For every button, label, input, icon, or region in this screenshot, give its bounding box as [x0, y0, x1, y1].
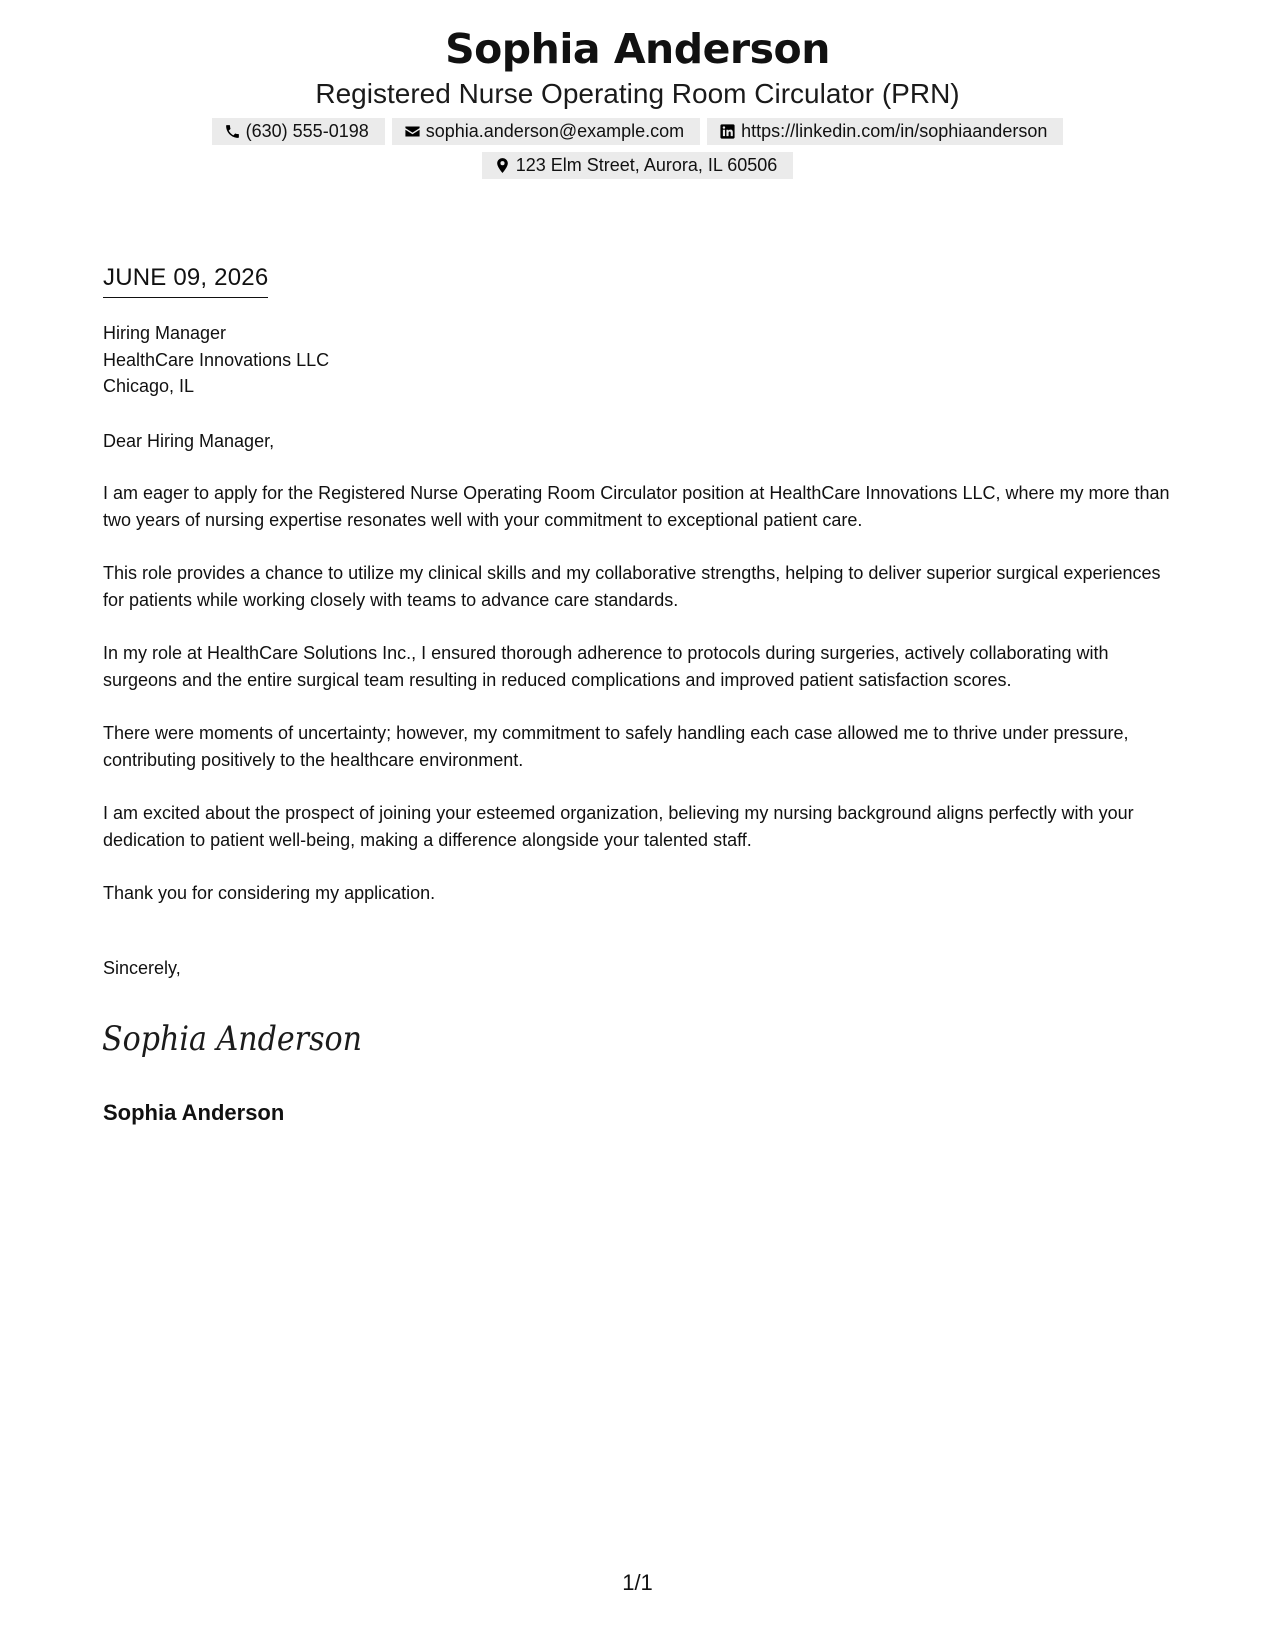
envelope-icon — [404, 123, 421, 140]
body-paragraph: In my role at HealthCare Solutions Inc., I ensured thorough adherence to protocols during surgeries, actively collaborating with surgeons and the entire surgical team resulting in reduced complications and improved patient satisfaction scores. — [103, 643, 1109, 690]
salutation: Dear Hiring Manager, — [103, 431, 275, 451]
recipient-location: Chicago, IL — [103, 376, 195, 396]
contact-linkedin[interactable] — [707, 118, 1063, 145]
handwritten-signature — [100, 1012, 370, 1062]
svg-text:Sophia Anderson: Sophia Anderson — [102, 1019, 362, 1059]
body-paragraph: I am eager to apply for the Registered Nurse Operating Room Circulator position at HealthCare Innovations LLC, where my more than two years of nursing expertise resonates well with your commitment to exceptional patient care. — [103, 483, 1170, 530]
body-paragraph: Thank you for considering my application. — [103, 883, 436, 903]
contact-address — [482, 152, 794, 179]
body-paragraph: I am excited about the prospect of joining your esteemed organization, believing my nursing background aligns perfectly with your dedication to patient well-being, making a difference alongside your talented staff. — [103, 803, 1134, 850]
recipient-company: HealthCare Innovations LLC — [103, 349, 330, 370]
linkedin-text: https://linkedin.com/in/sophiaanderson — [741, 121, 1048, 141]
signer-name: Sophia Anderson — [103, 1100, 285, 1125]
email-text: sophia.anderson@example.com — [425, 121, 685, 141]
recipient-block — [103, 320, 1173, 400]
phone-icon — [224, 123, 241, 140]
page-number: 1/1 — [622, 1570, 653, 1595]
address-text: 123 Elm Street, Aurora, IL 60506 — [515, 155, 778, 175]
map-pin-icon — [494, 157, 511, 174]
linkedin-icon — [719, 123, 736, 140]
body-paragraph: This role provides a chance to utilize my clinical skills and my collaborative strengths, helping to deliver superior surgical experiences for patients while working closely with teams to advance care standards. — [103, 563, 1161, 610]
letter-date: JUNE 09, 2026 — [103, 263, 268, 298]
contact-row-primary — [0, 118, 1275, 145]
letter-body — [103, 480, 1173, 934]
body-paragraph: There were moments of uncertainty; however, my commitment to safely handling each case allowed me to thrive under pressure, contributing positively to the healthcare environment. — [103, 723, 1129, 770]
closing: Sincerely, — [103, 958, 181, 978]
recipient-line: Hiring Manager — [103, 323, 227, 343]
contact-phone[interactable] — [212, 118, 385, 145]
phone-text: (630) 555-0198 — [245, 121, 369, 141]
contact-email[interactable] — [392, 118, 700, 145]
applicant-name: Sophia Anderson — [445, 25, 830, 73]
applicant-title: Registered Nurse Operating Room Circulator (PRN) — [315, 78, 960, 109]
letter-header — [0, 22, 1275, 179]
contact-row-secondary — [0, 152, 1275, 179]
